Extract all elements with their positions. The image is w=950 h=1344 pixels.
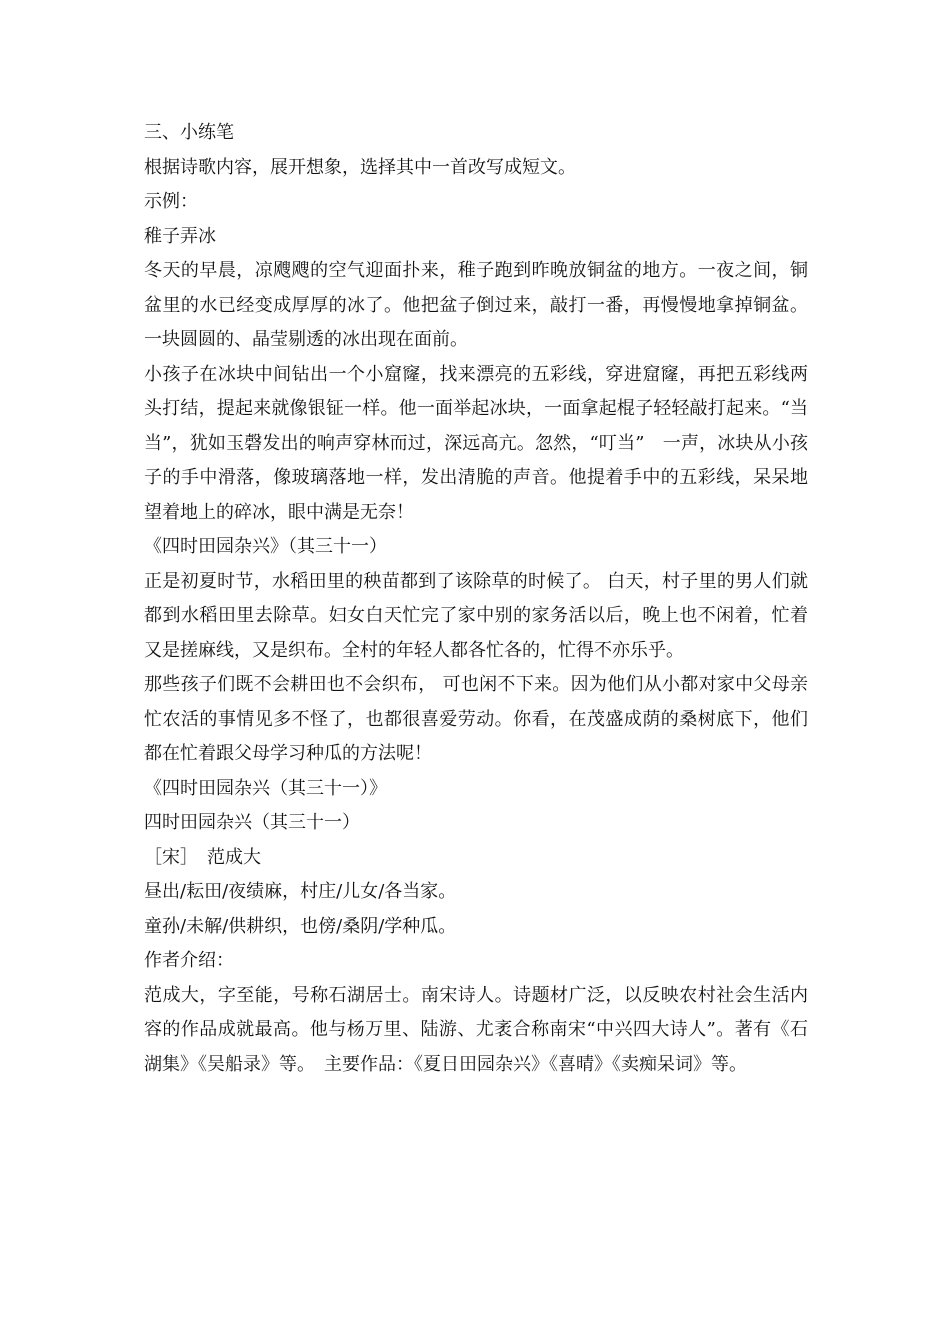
essay1-title: 稚子弄冰	[144, 225, 216, 247]
author-intro-text: 范成大，字至能，号称石湖居士。南宋诗人。诗题材广泛，以反映农村社会生活内容的作品成就最高。他与杨万里、陆游、尤袤合称南宋“中兴四大诗人”。著有《石湖集》《吴船录》等。 主要作品：《夏日田园杂兴》《喜晴》《卖痴呆词》等。	[144, 984, 808, 1075]
poem-line: 昼出/耘田/夜绩麻，村庄/儿女/各当家。	[144, 881, 457, 902]
document-page	[144, 116, 808, 1082]
section-heading: 三、小练笔	[144, 122, 234, 143]
poem-author: ［宋］ 范成大	[144, 846, 261, 868]
essay2-paragraph: 正是初夏时节，水稻田里的秧苗都到了该除草的时候了。 白天，村子里的男人们就都到水稻田里去除草。妇女白天忙完了家中别的家务活以后，晚上也不闲着，忙着又是搓麻线，又是织布。全村的年轻人都各忙各的，忙得不亦乐乎。	[144, 570, 808, 661]
example-label: 示例：	[144, 191, 198, 212]
essay1-paragraph: 冬天的早晨，凉飕飕的空气迎面扑来，稚子跑到昨晚放铜盆的地方。一夜之间，铜盆里的水已经变成厚厚的冰了。他把盆子倒过来，敲打一番，再慢慢地拿掉铜盆。一块圆圆的、晶莹剔透的冰出现在面前。	[144, 260, 808, 350]
poem-title: 四时田园杂兴（其三十一）	[144, 812, 360, 833]
author-intro-label: 作者介绍：	[144, 950, 234, 971]
essay2-paragraph: 那些孩子们既不会耕田也不会织布， 可也闲不下来。因为他们从小都对家中父母亲忙农活的事情见多不怪了，也都很喜爱劳动。你看，在茂盛成荫的桑树底下，他们都在忙着跟父母学习种瓜的方法呢！	[144, 674, 808, 764]
poem-line: 童孙/未解/供耕织，也傍/桑阴/学种瓜。	[144, 915, 457, 937]
essay2-title: 《四时田园杂兴》（其三十一）	[144, 536, 387, 557]
essay1-paragraph: 小孩子在冰块中间钻出一个小窟窿，找来漂亮的五彩线，穿进窟窿，再把五彩线两头打结，提起来就像银钲一样。他一面举起冰块，一面拿起棍子轻轻敲打起来。“当当”，犹如玉磬发出的响声穿林而过，深远高亢。忽然，“叮当” 一声，冰块从小孩子的手中滑落，像玻璃落地一样，发出清脆的声音。他提着手中的五彩线，呆呆地望着地上的碎冰，眼中满是无奈！	[144, 363, 808, 523]
poem-header: 《四时田园杂兴（其三十一）》	[144, 777, 387, 799]
instruction-text: 根据诗歌内容，展开想象，选择其中一首改写成短文。	[144, 156, 576, 178]
